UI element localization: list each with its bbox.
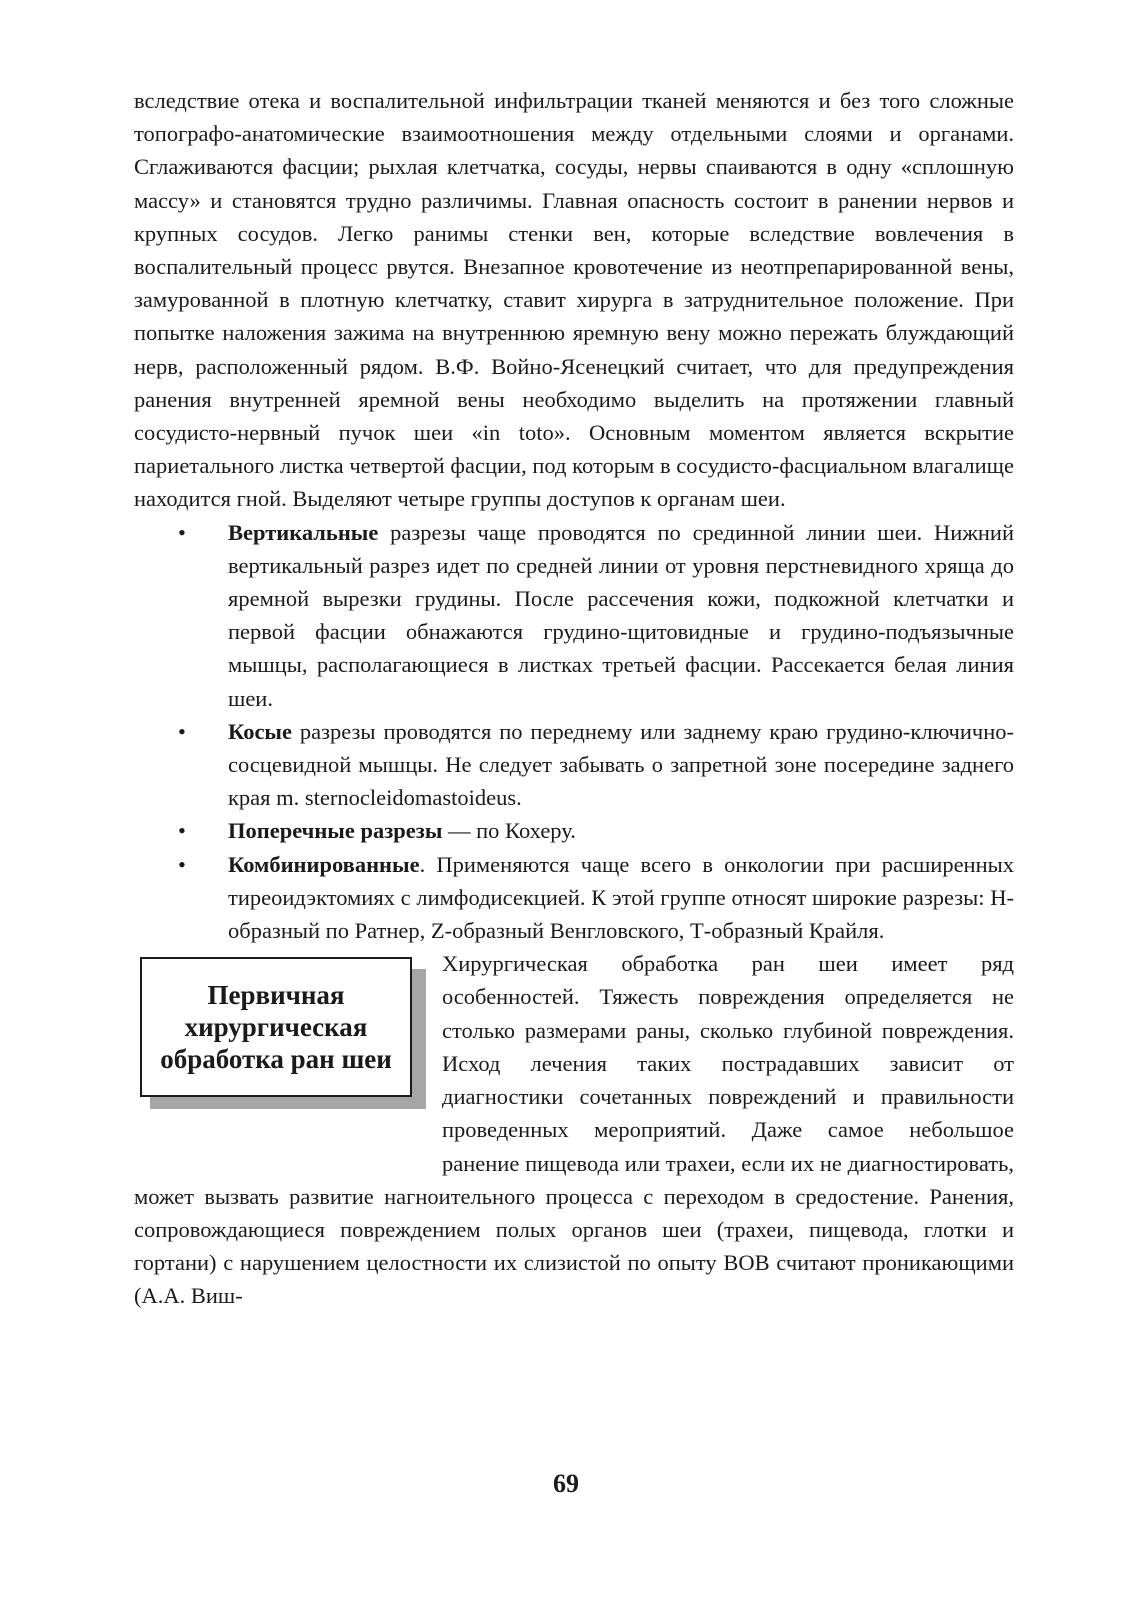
section-paragraph: Хирургическая обработка ран шеи имеет ряд особенностей. Тяжесть повреждения определяется не столько размерами раны, сколько глубиной повреждения. Исход лечения таких пострадавших зависит от диагностики сочетанных повреждений и правильности проведенных мероприятий. Даже самое небольшое ранение пищевода или трахеи, если их не диагностировать, может вызвать развитие нагноительного процесса с переходом в средостение. Ранения, сопровождающиеся повреждением полых органов шеи (трахеи, пищевода, глотки и гортани) с нарушением целостности их слизистой по опыту ВОВ считают проникающими (А.А. Виш- bbox=[134, 951, 1014, 1309]
access-groups-list bbox=[134, 516, 1014, 948]
section-callout bbox=[134, 947, 432, 1159]
intro-paragraph: вследствие отека и воспалительной инфильтрации тканей меняются и без того сложные топографо-анатомические взаимоотношения между отдельными слоями и органами. Сглаживаются фасции; рыхлая клетчатка, сосуды, нервы спаиваются в одну «сплошную массу» и становятся трудно различимы. Главная опасность состоит в ранении нервов и крупных сосудов. Легко ранимы стенки вен, которые вследствие вовлечения в воспалительный процесс рвутся. Внезапное кровотечение из неотпрепарированной вены, замурованной в плотную клетчатку, ставит хирурга в затруднительное положение. При попытке наложения зажима на внутреннюю яремную вену можно пережать блуждающий нерв, расположенный рядом. В.Ф. Войно-Ясенецкий считает, что для предупреждения ранения внутренней яремной вены необходимо выделить на протяжении главный сосудисто-нервный пучок шеи «in toto». Основным моментом является вскрытие париетального листка четвертой фасции, под которым в сосудисто-фасциальном влагалище находится гной. Выделяют четыре группы доступов к органам шеи. bbox=[134, 88, 1014, 512]
page-number: 69 bbox=[553, 1469, 579, 1498]
list-item-text: — по Кохеру. bbox=[442, 818, 576, 844]
bullet-icon: • bbox=[178, 519, 186, 545]
list-item-term: Комбинированные bbox=[228, 851, 420, 877]
bullet-icon: • bbox=[178, 818, 186, 844]
callout-box bbox=[140, 957, 412, 1097]
list-item bbox=[134, 848, 1014, 948]
wound-treatment-section bbox=[134, 947, 1014, 1312]
callout-title: Первичная хирургическая обработка ран шеи bbox=[160, 980, 392, 1075]
bullet-icon: • bbox=[178, 851, 186, 877]
page-body bbox=[134, 84, 1014, 1313]
list-item-term: Вертикальные bbox=[228, 519, 379, 545]
bullet-icon: • bbox=[178, 718, 186, 744]
list-item-term: Поперечные разрезы bbox=[228, 818, 443, 844]
list-item bbox=[134, 715, 1014, 815]
list-item-text: . Применяются чаще всего в онкологии при расширенных тиреоидэктомиях с лимфодисекцией. К этой группе относят широкие разрезы: Н-образный по Ратнер, Z-образный Венгловского, Т-образный Крайля. bbox=[228, 851, 1014, 944]
list-item bbox=[134, 516, 1014, 715]
list-item-term: Косые bbox=[228, 718, 292, 744]
list-item-text: разрезы чаще проводятся по срединной линии шеи. Нижний вертикальный разрез идет по средней линии от уровня перстневидного хряща до яремной вырезки грудины. После рассечения кожи, подкожной клетчатки и первой фасции обнажаются грудино-щитовидные и грудино-подъязычные мышцы, располагающиеся в листках третьей фасции. Рассекается белая линия шеи. bbox=[228, 519, 1014, 711]
list-item bbox=[134, 814, 1014, 847]
list-item-text: разрезы проводятся по переднему или заднему краю грудино-ключично-сосцевидной мышцы. Не следует забывать о запретной зоне посередине заднего края m. sternocleidomastoideus. bbox=[228, 718, 1014, 811]
